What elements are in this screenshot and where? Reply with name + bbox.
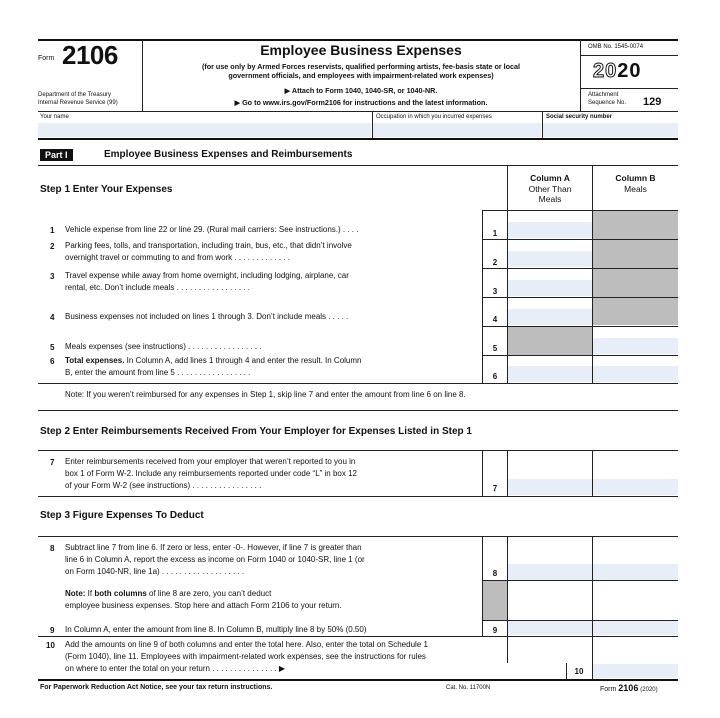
ssn-field[interactable] [543, 123, 678, 137]
box-number: 8 [492, 569, 498, 578]
attach-line: ▶ Attach to Form 1040, 1040-SR, or 1040-NR. [284, 86, 438, 95]
line6-text-rest: In Column A, add lines 1 through 4 and enter the result. In Column [126, 356, 362, 365]
omb-rule [580, 55, 678, 56]
line-text: box 1 of Form W-2. Include any reimbursements reported under code “L” in box 12 [65, 469, 357, 478]
omb-number: OMB No. 1545-0074 [588, 44, 644, 50]
step3-title: Step 3 Figure Expenses To Deduct [40, 510, 204, 521]
line4-col-a-field[interactable] [508, 309, 592, 325]
row-rule [482, 355, 678, 356]
line-text: overnight travel or commuting to and from work . . . . . . . . . . . . . [65, 253, 290, 262]
box-number: 2 [492, 258, 498, 267]
sequence-number: 129 [643, 96, 662, 108]
step2-top-rule [38, 450, 678, 451]
part-rule [38, 165, 678, 166]
part-title: Employee Business Expenses and Reimbursements [104, 149, 353, 160]
line9-col-b-field[interactable] [593, 621, 678, 635]
line5-col-b-field[interactable] [593, 338, 678, 354]
line-text: Subtract line 7 from line 6. If zero or less, enter -0-. However, if line 7 is greater than [65, 543, 362, 552]
form-title: Employee Business Expenses [260, 42, 462, 58]
col-a-shaded-line5 [508, 327, 592, 355]
line9-bottom-rule [38, 636, 678, 637]
line-text: Business expenses not included on lines 1 through 3. Don’t include meals . . . . . [65, 312, 349, 321]
line7-col-a-field[interactable] [508, 479, 592, 495]
line-number: 1 [50, 226, 55, 235]
year-rule [580, 88, 678, 89]
line-text: Add the amounts on line 9 of both columns and enter the total here. Also, enter the total on Schedule 1 [65, 640, 428, 649]
line-text: Enter reimbursements received from your employer that weren’t reported to you in [65, 457, 356, 466]
cat-number: Cat. No. 11700N [446, 685, 491, 691]
occupation-field[interactable] [373, 123, 541, 137]
col-b-header: Column B Meals [615, 173, 656, 194]
line-text: Vehicle expense from line 22 or line 29. (Rural mail carriers: See instructions.) . . . . [65, 225, 359, 234]
line-text: line 6 in Column A, report the excess as income on Form 1040 or 1040-SR, line 1 (or [65, 555, 365, 564]
box-number: 3 [492, 287, 498, 296]
step1-note: Note: If you weren’t reimbursed for any expenses in Step 1, skip line 7 and enter the amount from line 6 on line 8. [65, 390, 466, 399]
row-rule [482, 297, 678, 298]
line-number: 4 [50, 313, 55, 322]
footer-form-id: Form 2106 (2020) [600, 683, 658, 693]
line-text: of your Form W-2 (see instructions) . . . . . . . . . . . . . . . . [65, 481, 262, 490]
line7-col-b-field[interactable] [593, 479, 678, 495]
box-number: 1 [492, 229, 498, 238]
line-number: 10 [46, 641, 55, 650]
dept-line1: Department of the Treasury [38, 92, 112, 98]
line-number: 8 [50, 544, 55, 553]
line-text: (Form 1040), line 11. Employees with impairment-related work expenses, see the instructions for rules [65, 652, 426, 661]
row-rule [482, 268, 678, 269]
line2-col-a-field[interactable] [508, 251, 592, 267]
dept-line2: Internal Revenue Service (99) [38, 100, 118, 106]
box-number: 10 [574, 667, 584, 676]
subtitle-line1: (for use only by Armed Forces reservists, qualified performing artists, fee-basis state or local [201, 62, 521, 71]
step2-bottom-rule [38, 496, 678, 497]
line-number: 2 [50, 242, 55, 251]
row-rule [482, 239, 678, 240]
footer-rule [38, 679, 678, 681]
line6-col-a-field[interactable] [508, 366, 592, 382]
step1-bottom-rule [38, 383, 678, 384]
line10-total-field[interactable] [593, 664, 678, 678]
line-number: 6 [50, 357, 55, 366]
your-name-field[interactable] [38, 123, 371, 137]
id-top-rule [38, 111, 678, 112]
header-divider-right [580, 40, 581, 111]
top-rule [38, 39, 678, 41]
line9-col-a-field[interactable] [508, 621, 592, 635]
line-text: In Column A, enter the amount from line 8. In Column B, multiply line 8 by 50% (0.50) [65, 625, 367, 634]
sequence-label: Sequence No. [588, 100, 627, 106]
step3-col-a-border [507, 536, 508, 663]
line3-col-a-field[interactable] [508, 280, 592, 296]
tax-year: 2020 [593, 60, 642, 82]
step3-note-line2: employee business expenses. Stop here and attach Form 2106 to your return. [65, 601, 342, 610]
line-text: Meals expenses (see instructions) . . . . . . . . . . . . . . . . . [65, 342, 262, 351]
line1-col-a-field[interactable] [508, 222, 592, 238]
attachment-label: Attachment [588, 92, 619, 98]
line6-col-b-field[interactable] [593, 366, 678, 382]
goto-line: ▶ Go to www.irs.gov/Form2106 for instructions and the latest information. [234, 98, 488, 107]
id-bottom-rule [38, 138, 678, 140]
line-text: Total expenses. In Column A, add lines 1 through 4 and enter the result. In Column [65, 356, 362, 365]
boxnum-shaded [483, 581, 507, 620]
step1-title: Step 1 Enter Your Expenses [40, 184, 173, 195]
step3-note-line1: Note: If both columns of line 8 are zero, you can’t deduct [65, 589, 272, 598]
line-text: on Form 1040-NR, line 1a) . . . . . . . . . . . . . . . . . . . [65, 567, 245, 576]
form-label: Form [38, 55, 55, 62]
box-number: 5 [492, 344, 498, 353]
box-number: 7 [492, 484, 498, 493]
line-number: 7 [50, 458, 55, 467]
ssn-label: Social security number [546, 114, 613, 120]
your-name-label: Your name [40, 114, 69, 120]
col-a-header: Column A Other Than Meals [528, 173, 572, 204]
step2-title: Step 2 Enter Reimbursements Received From Your Employer for Expenses Listed in Step 1 [40, 426, 472, 437]
box-number: 9 [492, 626, 498, 635]
line8-col-a-field[interactable] [508, 564, 592, 580]
line-number: 9 [50, 626, 55, 635]
line8-col-b-field[interactable] [593, 564, 678, 580]
step3-top-rule [38, 536, 678, 537]
line-text: rental, etc. Don’t include meals . . . . . . . . . . . . . . . . . [65, 283, 250, 292]
note-rule [38, 410, 678, 411]
line-number: 5 [50, 343, 55, 352]
line-text: Parking fees, tolls, and transportation, including train, bus, etc., that didn’t involve [65, 241, 352, 250]
subtitle-line2: government officials, and employees with impairment-related work expenses) [228, 71, 494, 80]
paperwork-notice: For Paperwork Reduction Act Notice, see your tax return instructions. [40, 684, 273, 691]
occupation-label: Occupation in which you incurred expenses [376, 114, 492, 120]
row-rule [482, 580, 678, 581]
box-number: 6 [492, 372, 498, 381]
step3-col-b-border [592, 536, 593, 663]
part-tag: Part I [40, 149, 73, 161]
line-text: on where to enter the total on your return . . . . . . . . . . . . . . . ▶ [65, 664, 286, 673]
line-text: B, enter the amount from line 5 . . . . . . . . . . . . . . . . . [65, 368, 251, 377]
form-number: 2106 [62, 40, 118, 70]
line-text: Travel expense while away from home overnight, including lodging, airplane, car [65, 271, 349, 280]
box-number: 4 [492, 315, 498, 324]
line-number: 3 [50, 272, 55, 281]
